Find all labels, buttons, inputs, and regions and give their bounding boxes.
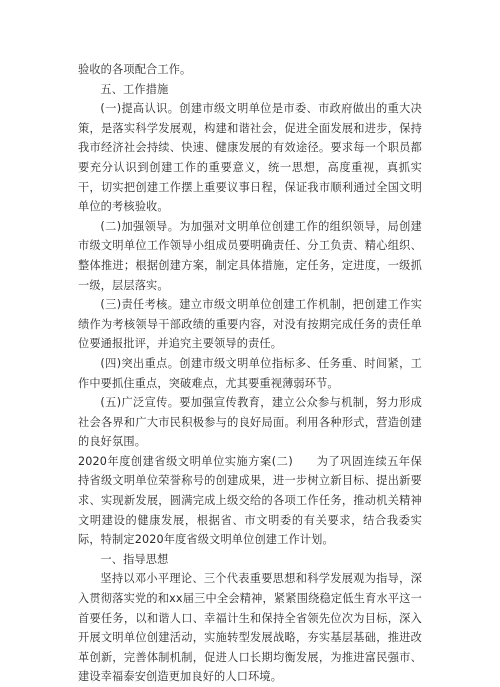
paragraph-measure-1: (一)提高认识。创建市级文明单位是市委、市政府做出的重大决策，是落实科学发展观，构建和谐社会，促进全面发展和进步，保持我市经济社会持续、快速、健康发展的有效途径。要求每一个职员都要充分认识到创建工作的重要意义，统一思想，高度重视，真抓实干，切实把创建工作摆上重要议事日程，保证我市顺利通过全国文明单位的考核验收。 xyxy=(78,102,422,214)
paragraph-measure-4: (四)突出重点。创建市级文明单位指标多、任务重、时间紧，工作中要抓住重点，突破难点，尤其要重视薄弱环节。 xyxy=(78,356,422,390)
section-heading-guiding-thought: 一、指导思想 xyxy=(100,552,169,566)
paragraph-intro-tail: 验收的各项配合工作。 xyxy=(78,63,192,76)
paragraph-guiding-thought: 坚持以邓小平理论、三个代表重要思想和科学发展观为指导，深入贯彻落实党的和xx届三中全会精神，紧紧围绕稳定低生育水平这一首要任务，以和谐人口、幸福计生和保持全省领先位次为目标，深入开展文明单位创建活动，实施转型发展战略，夯实基层基础，推进改革创新，完善体制机制，促进人口长期均衡发展，为推进富民强市、建设幸福泰安创造更加良好的人口环境。 xyxy=(78,572,422,684)
section-heading-measures: 五、工作措施 xyxy=(100,82,169,96)
document-body xyxy=(78,60,422,687)
paragraph-plan-intro: 2020年度创建省级文明单位实施方案(二) 为了巩固连续五年保持省级文明单位荣誉称号的创建成果，进一步树立新目标、提出新要求、实现新发展，圆满完成上级交给的各项工作任务，推动机关精神文明建设的健康发展，根据省、市文明委的有关要求，结合我委实际，特制定2020年度省级文明单位创建工作计划。 xyxy=(78,454,422,547)
paragraph-measure-2: (二)加强领导。为加强对文明单位创建工作的组织领导，局创建市级文明单位工作领导小组成员要明确责任、分工负责、精心组织、整体推进；根据创建方案，制定具体措施，定任务，定进度，一级抓一级，层层落实。 xyxy=(78,219,422,292)
paragraph-measure-3: (三)责任考核。建立市级文明单位创建工作机制，把创建工作实绩作为考核领导干部政绩的重要内容，对没有按期完成任务的责任单位要通报批评，并追究主要领导的责任。 xyxy=(78,298,422,351)
paragraph-measure-5: (五)广泛宣传。要加强宣传教育，建立公众参与机制，努力形成社会各界和广大市民积极参与的良好局面。利用各种形式，营造创建的良好氛围。 xyxy=(78,396,422,449)
